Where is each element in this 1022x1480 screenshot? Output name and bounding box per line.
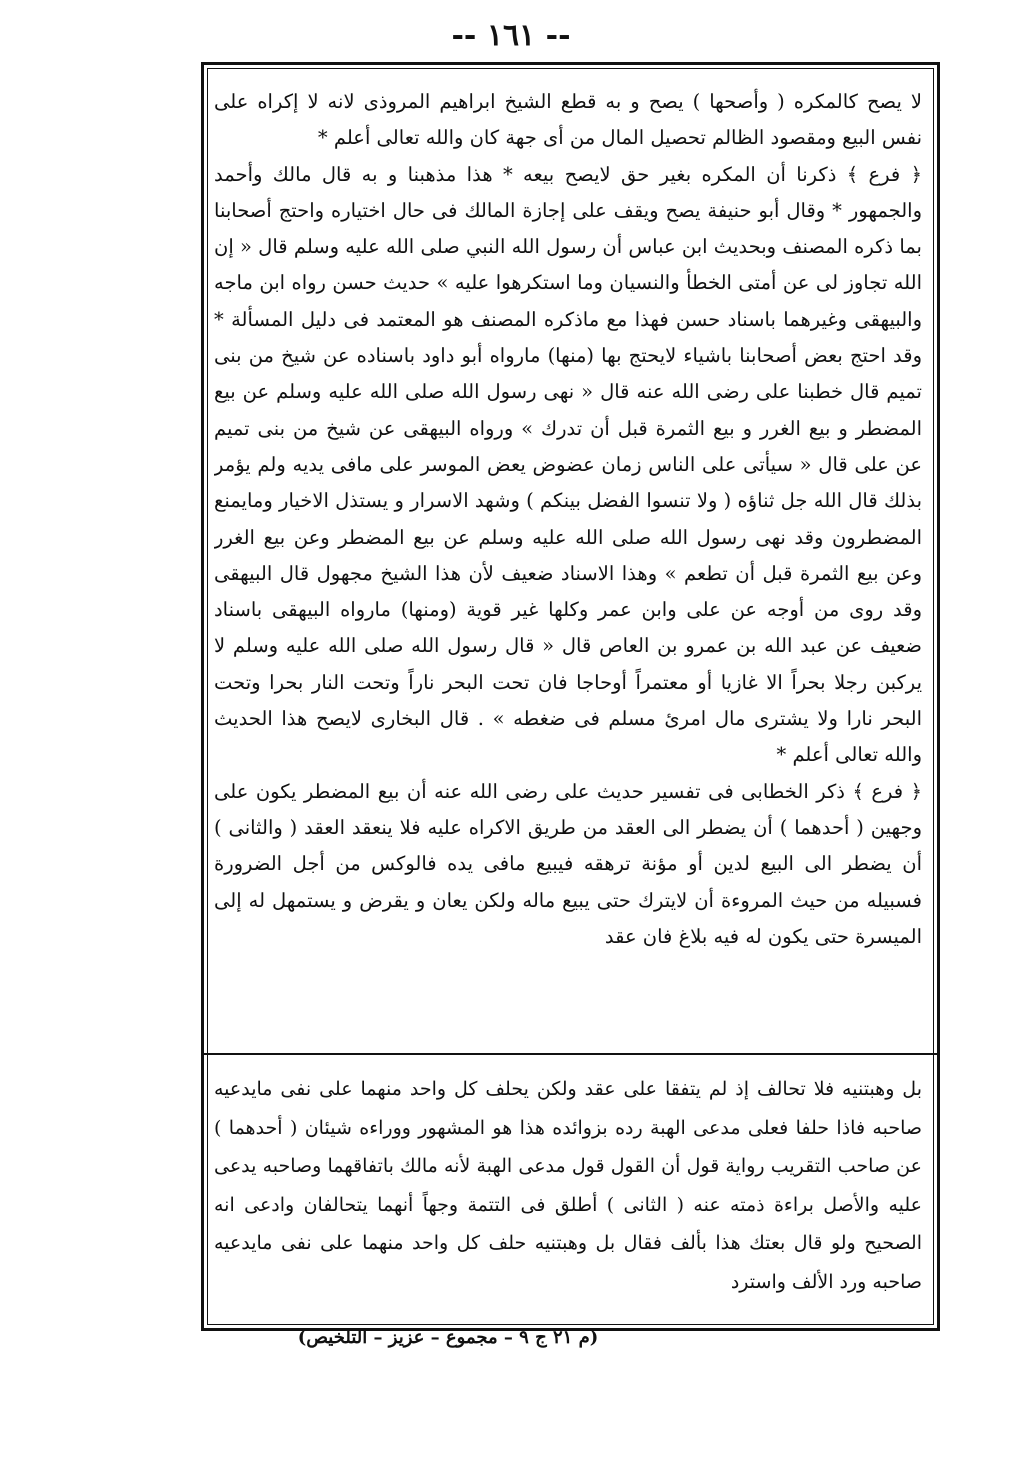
main-paragraph: ﴿ فرع ﴾ ذكر الخطابى فى تفسير حديث على رضى الله عنه أن بيع المضطر يكون على وجهين ( أحدهما ) أن يضطر الى العقد من طريق الاكراه عليه فلا ينعقد العقد ( والثانى ) أن يضطر الى البيع لدين أو مؤنة ترهقه فيبيع مافى يده فالوكس من أجل الضرورة فسبيله من حيث المروءة أن لايترك حتى يبيع ماله ولكن يعان و يقرض و يستمهل له إلى الميسرة حتى يكون له فيه بلاغ فان عقد	[214, 779, 922, 948]
main-paragraph: ﴿ فرع ﴾ ذكرنا أن المكره بغير حق لايصح بيعه * هذا مذهبنا و به قال مالك وأحمد والجمهور * وقال أبو حنيفة يصح ويقف على إجازة المالك فى حال اختياره واحتج أصحابنا بما ذكره المصنف وبحديث ابن عباس أن رسول الله النبي صلى الله عليه وسلم قال « إن الله تجاوز لى عن أمتى الخطأ والنسيان وما استكرهوا عليه » حديث حسن رواه ابن ماجه والبيهقى وغيرهما باسناد حسن فهذا مع ماذكره المصنف هو المعتمد فى دليل المسألة * وقد احتج بعض أصحابنا باشياء لايحتج بها (منها) مارواه أبو داود باسناده عن شيخ من بنى تميم قال خطبنا على رضى الله عنه قال « نهى رسول الله صلى الله عليه وسلم عن بيع المضطر و بيع الغرر و بيع الثمرة قبل أن تدرك » ورواه البيهقى عن شيخ من بنى تميم عن على قال « سيأتى على الناس زمان عضوض يعض الموسر على مافى يديه ولم يؤمر بذلك قال الله جل ثناؤه ( ولا تنسوا الفضل بينكم ) وشهد الاسرار و يستذل الاخيار ومايمنع المضطرون وقد نهى رسول الله صلى الله عليه وسلم عن بيع المضطر وعن بيع الغرر وعن بيع الثمرة قبل أن تطعم » وهذا الاسناد ضعيف لأن هذا الشيخ مجهول قال البيهقى وقد روى من أوجه عن على وابن عمر وكلها غير قوية (ومنها) مارواه البيهقى باسناد ضعيف عن عبد الله بن عمرو بن العاص قال « قال رسول الله صلى الله عليه وسلم لا يركبن رجلا بحراً الا غازيا أو معتمراً أوحاجا فان تحت البحر ناراً وتحت النار بحرا وتحت البحر نارا ولا يشترى مال امرئ مسلم فى ضغطه » . قال البخارى لايصح هذا الحديث والله تعالى أعلم *	[214, 162, 922, 767]
footnote-divider	[204, 1053, 937, 1055]
main-paragraph: لا يصح كالمكره ( وأصحها ) يصح و به قطع الشيخ ابراهيم المروذى لانه لا إكراه على نفس البيع ومقصود الظالم تحصيل المال من أى جهة كان والله تعالى أعلم *	[214, 90, 922, 150]
page-number: -- ١٦١ --	[451, 18, 571, 53]
footnote-text: بل وهبتنيه فلا تحالف إذ لم يتفقا على عقد ولكن يحلف كل واحد منهما على نفى مايدعيه صاحبه فاذا حلفا فعلى مدعى الهبة رده بزوائده هذا هو المشهور ووراءه شيئان ( أحدهما ) عن صاحب التقريب رواية قول أن القول قول مدعى الهبة لأنه مالك باتفاقهما وصاحبه يدعى عليه والأصل براءة ذمته عنه ( الثانى ) أطلق فى التتمة وجهاً أنهما يتحالفان وادعى انه الصحيح ولو قال بعتك هذا بألف فقال بل وهبتنيه حلف كل واحد منهما على نفى مايدعيه صاحبه ورد الألف واسترد	[214, 1078, 922, 1293]
main-text-body	[214, 84, 922, 1042]
footer-signature-label: (م ٢١ ج ٩ – مجموع – عزيز – التلخيص)	[297, 1327, 599, 1348]
